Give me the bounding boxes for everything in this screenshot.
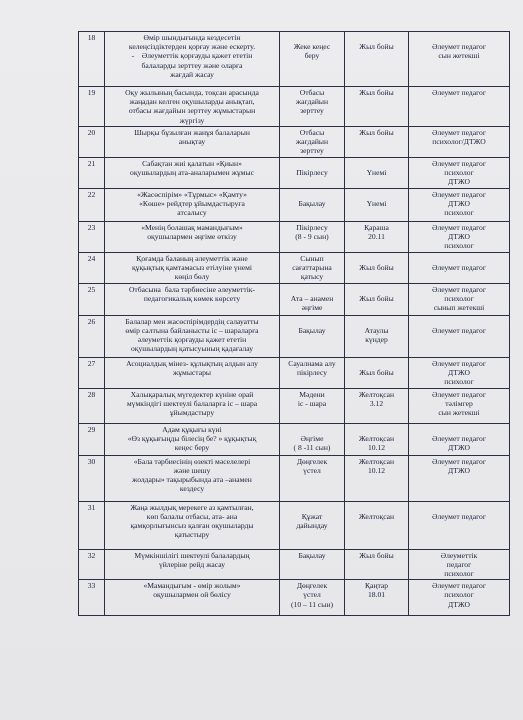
table-row xyxy=(79,580,510,616)
cell-time xyxy=(345,127,409,158)
cell-responsible-line: Әлеумет педагог xyxy=(432,159,486,168)
cell-form-line: Отбасы xyxy=(299,128,325,137)
cell-time xyxy=(345,580,409,616)
cell-time-line: 3.12 xyxy=(369,398,384,408)
cell-activity xyxy=(105,283,280,315)
table-row xyxy=(79,32,510,87)
cell-activity xyxy=(105,252,280,283)
cell-responsible-line: Әлеумет педагог xyxy=(432,358,486,368)
cell-activity-line: ұйымдастыру xyxy=(169,408,215,418)
cell-responsible-line: педагог xyxy=(446,559,472,569)
table-row xyxy=(79,423,510,455)
cell-responsible xyxy=(409,580,510,616)
cell-activity xyxy=(105,388,280,423)
cell-responsible-line xyxy=(411,317,507,326)
cell-activity-line: көп балалы отбасы, ата- ана xyxy=(146,511,238,521)
table-row xyxy=(79,127,510,158)
cell-time xyxy=(345,549,409,580)
cell-time-line: 18.01 xyxy=(367,590,386,600)
cell-responsible xyxy=(409,189,510,222)
cell-activity xyxy=(105,222,280,253)
cell-time-line: Желтоқсан xyxy=(358,456,395,466)
cell-form xyxy=(280,158,345,189)
cell-form-line: үстел xyxy=(303,465,321,475)
cell-responsible-line: психолог xyxy=(444,377,474,387)
cell-form-line: Бақылау xyxy=(298,550,326,560)
cell-time-line xyxy=(347,190,406,199)
cell-time-line xyxy=(347,285,406,294)
cell-time-line: Жыл бойы xyxy=(359,88,394,97)
cell-activity-line: Балалар мен жасөспірімдердің салауатты xyxy=(125,316,259,326)
table-row xyxy=(79,549,510,580)
cell-activity xyxy=(105,501,280,549)
cell-responsible-line: ДТЖО xyxy=(448,443,470,453)
cell-form-line xyxy=(282,503,342,512)
cell-form xyxy=(280,315,345,357)
cell-time-line: Жыл бойы xyxy=(359,550,394,560)
cell-activity xyxy=(105,158,280,189)
cell-form-line: Сынып xyxy=(300,253,324,263)
cell-number: 31 xyxy=(79,501,105,549)
cell-time-line: күндер xyxy=(365,335,388,345)
cell-form xyxy=(280,388,345,423)
cell-activity-line: Адам құқығы күні xyxy=(162,424,222,434)
cell-responsible xyxy=(409,357,510,388)
cell-activity-line: Жаңа жылдық мерекеге аз қамтылған, xyxy=(130,502,254,512)
cell-form-line: Сауалнама алу xyxy=(288,358,336,368)
cell-activity-line: Сабақтан жиі қалатын «Қиын» xyxy=(142,159,242,168)
cell-number: 19 xyxy=(79,87,105,127)
cell-time-line xyxy=(347,359,406,368)
table-row xyxy=(79,158,510,189)
cell-responsible-line: Әлеумет педагог xyxy=(432,42,486,52)
cell-form xyxy=(280,222,345,253)
cell-activity xyxy=(105,189,280,222)
cell-form-line: Ата – анамен xyxy=(290,293,334,303)
cell-form-line xyxy=(282,33,342,42)
cell-time xyxy=(345,501,409,549)
cell-responsible-line: Әлеумет педагог xyxy=(432,389,486,399)
cell-responsible-line: Әлеумет педагог xyxy=(432,581,486,591)
cell-responsible-line: психолог xyxy=(444,590,474,600)
cell-activity-line: балаларды зерттеу және оларға xyxy=(141,60,243,70)
cell-form-line: Бақылау xyxy=(298,199,326,209)
cell-time-line: Желтоқсан xyxy=(358,511,395,521)
table-row xyxy=(79,252,510,283)
table-row xyxy=(79,189,510,222)
cell-number: 28 xyxy=(79,388,105,423)
cell-activity-line: анықтау xyxy=(178,137,206,147)
cell-time-line: Атаулы xyxy=(364,325,389,335)
plan-table xyxy=(78,31,510,616)
cell-activity-line: құқықтық қамтамасыз етілуіне үнемі xyxy=(131,262,253,272)
cell-time-line xyxy=(347,159,406,168)
cell-responsible-line: психолог xyxy=(444,208,474,218)
cell-form-line: Бақылау xyxy=(298,325,326,335)
cell-form-line: Дөңгелек xyxy=(296,456,328,466)
table-body xyxy=(79,32,510,616)
cell-form-line: (8 - 9 сын) xyxy=(295,232,329,242)
cell-activity xyxy=(105,455,280,501)
cell-activity-line: «Жасөспірім» «Тұрмыс» «Қамту» xyxy=(137,190,247,199)
cell-activity-line: кездесу xyxy=(179,484,205,494)
cell-responsible xyxy=(409,32,510,87)
cell-number: 30 xyxy=(79,455,105,501)
cell-time-line: Жыл бойы xyxy=(359,262,394,272)
cell-activity-line: Қоғамда баланың әлеуметтік және xyxy=(136,253,248,263)
cell-responsible-line: Әлеумет педагог xyxy=(432,262,486,272)
cell-activity-line: оқушылармен әңгіме өткізу xyxy=(147,232,237,242)
cell-activity-line: отбасы жағдайын зерттеу жұмыстарын xyxy=(128,106,256,116)
cell-responsible-line: Әлеумет педагог xyxy=(432,284,486,294)
cell-activity-line: қамқорлығынсыз қалған оқушыларды xyxy=(130,521,254,531)
cell-number: 27 xyxy=(79,357,105,388)
cell-time-line xyxy=(347,503,406,512)
cell-responsible-line xyxy=(411,254,507,263)
cell-responsible xyxy=(409,252,510,283)
cell-responsible-line: Әлеумет педагог xyxy=(432,128,486,137)
cell-activity-line: Шырқы бұзылған жанұя балаларын xyxy=(134,128,250,137)
cell-activity-line: атсалысу xyxy=(177,208,207,218)
cell-time-line: Үнемі xyxy=(366,168,387,178)
cell-activity-line: оқушылардың қатысуының қадағалау xyxy=(130,344,253,354)
cell-number: 22 xyxy=(79,189,105,222)
cell-responsible-line: Әлеумет педагог xyxy=(432,223,486,232)
cell-time-line: Жыл бойы xyxy=(359,293,394,303)
cell-activity-line: Мүмкіншілігі шектеулі балалардың xyxy=(134,550,250,560)
cell-time-line: Желтоқсан xyxy=(358,389,395,399)
cell-number: 20 xyxy=(79,127,105,158)
cell-activity-line: Асоциалдық мінез- құлықтың алдын алу xyxy=(126,358,258,368)
cell-responsible-line: Әлеуметтік xyxy=(440,550,478,560)
cell-responsible-line: Әлеумет педагог xyxy=(432,456,486,466)
cell-form-line xyxy=(282,317,342,326)
cell-responsible-line: психолог xyxy=(444,241,474,251)
cell-responsible-line: сын жетекші xyxy=(438,408,480,418)
cell-activity-line: жүргізу xyxy=(179,115,205,125)
cell-form-line: Отбасы xyxy=(299,88,325,97)
cell-activity xyxy=(105,87,280,127)
cell-responsible-line: психолог xyxy=(444,569,474,579)
cell-responsible-line: сын жетекші xyxy=(438,51,480,61)
cell-activity xyxy=(105,549,280,580)
cell-responsible-line: психолог xyxy=(444,293,474,303)
cell-form-line: жағдайын xyxy=(295,97,329,107)
cell-responsible-line: ДТЖО xyxy=(448,177,470,187)
cell-form-line: ( 8 -11 сын) xyxy=(293,443,331,453)
table-row xyxy=(79,222,510,253)
cell-activity-line: қатыстыру xyxy=(174,530,210,540)
cell-responsible-line: сынып жетекші xyxy=(433,303,485,313)
cell-form-line: (10 – 11 сын) xyxy=(291,599,333,609)
cell-number: 33 xyxy=(79,580,105,616)
cell-activity-line: Оқу жылының басында, тоқсан арасында xyxy=(125,88,259,97)
cell-responsible-line xyxy=(411,33,507,42)
cell-activity-line: «Көше» рейдтер ұйымдастыруға xyxy=(139,199,245,209)
cell-responsible xyxy=(409,127,510,158)
cell-responsible xyxy=(409,501,510,549)
cell-activity-line: жолдары» тақырыбында ата –анамен xyxy=(132,475,252,485)
cell-activity-line: келеңсіздіктерден қорғау және ескерту. xyxy=(128,42,256,52)
cell-time-line: 20.11 xyxy=(368,232,385,242)
cell-activity-line: «Мамандығым - өмір жолым» xyxy=(143,581,241,591)
cell-time xyxy=(345,222,409,253)
cell-activity-line: «Өз құқығыңды білесің бе? » құқықтық xyxy=(127,433,257,443)
cell-activity xyxy=(105,32,280,87)
cell-number: 25 xyxy=(79,283,105,315)
cell-form-line: сағаттарына xyxy=(292,262,332,272)
cell-activity-line: Өмір шындығында кездесетін xyxy=(143,33,241,42)
cell-form xyxy=(280,455,345,501)
cell-time-line: Қараша xyxy=(364,223,389,232)
cell-responsible-line: ДТЖО xyxy=(448,599,470,609)
cell-activity-line: Халықаралық мүгедектер күніне орай xyxy=(130,389,254,399)
cell-form-line xyxy=(282,425,342,434)
cell-activity-line: үйлеріне рейд жасау xyxy=(158,559,226,569)
cell-form-line: Жеке кеңес xyxy=(293,42,331,52)
cell-time-line: Жыл бойы xyxy=(359,42,394,52)
cell-number: 21 xyxy=(79,158,105,189)
cell-form xyxy=(280,501,345,549)
cell-form-line: үстел xyxy=(303,590,321,600)
cell-responsible-line: ДТЖО xyxy=(448,232,470,242)
cell-form-line: пікірлесу xyxy=(296,367,328,377)
cell-responsible-line: тәлімгер xyxy=(445,398,473,408)
table-row xyxy=(79,357,510,388)
cell-form-line: Мәдени xyxy=(299,389,325,399)
cell-time xyxy=(345,388,409,423)
cell-responsible-line: Әлеумет педагог xyxy=(432,511,486,521)
cell-form-line: Дөңгелек xyxy=(296,581,328,591)
cell-form xyxy=(280,189,345,222)
cell-activity-line: және шешу xyxy=(173,465,211,475)
cell-time xyxy=(345,423,409,455)
table-row xyxy=(79,455,510,501)
cell-responsible xyxy=(409,549,510,580)
cell-time-line xyxy=(347,33,406,42)
cell-activity xyxy=(105,423,280,455)
cell-form xyxy=(280,423,345,455)
cell-time xyxy=(345,87,409,127)
cell-time-line: Қаңтар xyxy=(364,581,389,591)
cell-activity-line: «Менің болашақ мамандығым» xyxy=(141,223,243,232)
cell-form-line: қатысу xyxy=(300,272,324,282)
cell-activity xyxy=(105,357,280,388)
cell-form-line xyxy=(282,159,342,168)
cell-form xyxy=(280,580,345,616)
cell-activity xyxy=(105,127,280,158)
cell-form-line: Пікірлесу xyxy=(296,168,328,178)
cell-activity-line: мүмкіндігі шектеулі балаларға іс – шара xyxy=(126,398,258,408)
cell-form-line xyxy=(282,285,342,294)
cell-form-line: әңгіме xyxy=(301,303,323,313)
cell-form xyxy=(280,32,345,87)
cell-activity-line: өмір салтына байланысты іс – шараларға xyxy=(125,325,259,335)
cell-activity-line: «Бала тәрбиесінің өзекті мәселелері xyxy=(133,456,251,466)
cell-time xyxy=(345,357,409,388)
cell-responsible xyxy=(409,222,510,253)
cell-responsible-line: Әлеумет педагог xyxy=(432,88,486,97)
cell-form-line: жағдайын xyxy=(295,137,329,147)
cell-time-line: Жыл бойы xyxy=(359,128,394,137)
cell-responsible xyxy=(409,423,510,455)
cell-time xyxy=(345,189,409,222)
cell-responsible-line: психолог/ДТЖО xyxy=(432,137,486,147)
cell-time xyxy=(345,455,409,501)
cell-responsible-line: психолог xyxy=(444,168,474,178)
cell-form xyxy=(280,87,345,127)
cell-form-line: дайындау xyxy=(296,521,328,531)
table-row xyxy=(79,315,510,357)
cell-time xyxy=(345,32,409,87)
cell-activity-line: әлеуметтік қорғауды қажет ететін xyxy=(137,335,247,345)
cell-time-line xyxy=(347,254,406,263)
cell-activity-line: көңіл бөлу xyxy=(174,272,210,282)
cell-number: 26 xyxy=(79,315,105,357)
cell-responsible-line: Әлеумет педагог xyxy=(432,433,486,443)
cell-activity-line: жұмыстары xyxy=(172,367,211,377)
table-row xyxy=(79,283,510,315)
cell-form-line: Пікірлесу xyxy=(296,223,328,232)
cell-time-line: Жыл бойы xyxy=(359,367,394,377)
cell-responsible-line xyxy=(411,425,507,434)
cell-responsible xyxy=(409,283,510,315)
cell-activity-line: жаңадан келген оқушыларды анықтап, xyxy=(129,97,255,107)
cell-number: 32 xyxy=(79,549,105,580)
cell-activity xyxy=(105,315,280,357)
cell-time-line xyxy=(347,425,406,434)
cell-activity-line: - Әлеуметтік қорғауды қажет ететін xyxy=(131,51,253,61)
cell-activity-line: жағдай жасау xyxy=(170,69,214,79)
cell-responsible-line: Әлеумет педагог xyxy=(432,325,486,335)
cell-time xyxy=(345,252,409,283)
cell-form-line: Әңгіме xyxy=(300,433,324,443)
cell-activity-line: оқушылармен ой бөлісу xyxy=(153,590,231,600)
cell-time-line xyxy=(347,317,406,326)
cell-time-line: 10.12 xyxy=(367,443,386,453)
cell-time-line: Желтоқсан xyxy=(358,433,395,443)
cell-time-line: Үнемі xyxy=(366,199,387,209)
cell-form xyxy=(280,357,345,388)
cell-responsible-line: ДТЖО xyxy=(448,465,470,475)
cell-form-line: іс - шара xyxy=(297,398,327,408)
cell-activity-line: оқушылардың ата-аналарымен жұмыс xyxy=(130,168,254,178)
cell-responsible-line: ДТЖО xyxy=(448,367,470,377)
table-row xyxy=(79,388,510,423)
cell-time-line: 10.12 xyxy=(367,465,386,475)
cell-activity-line: педагогикалық көмек көрсету xyxy=(143,293,241,303)
cell-form-line: зерттеу xyxy=(300,146,324,156)
cell-form xyxy=(280,283,345,315)
cell-responsible-line xyxy=(411,503,507,512)
cell-form xyxy=(280,252,345,283)
cell-form-line: зерттеу xyxy=(300,106,324,116)
cell-responsible xyxy=(409,158,510,189)
cell-time xyxy=(345,283,409,315)
cell-responsible xyxy=(409,87,510,127)
cell-number: 24 xyxy=(79,252,105,283)
cell-form-line: беру xyxy=(304,51,320,61)
table-row xyxy=(79,87,510,127)
cell-number: 23 xyxy=(79,222,105,253)
cell-form-line xyxy=(282,190,342,199)
cell-responsible xyxy=(409,315,510,357)
cell-responsible xyxy=(409,455,510,501)
cell-form-line: Құжат xyxy=(301,511,323,521)
cell-time xyxy=(345,158,409,189)
cell-activity-line: Отбасына бала тәрбиесіне әлеуметтік- xyxy=(128,284,256,294)
table-row xyxy=(79,501,510,549)
cell-responsible-line: ДТЖО xyxy=(448,199,470,209)
cell-form xyxy=(280,127,345,158)
cell-number: 29 xyxy=(79,423,105,455)
cell-activity xyxy=(105,580,280,616)
cell-number: 18 xyxy=(79,32,105,87)
cell-form xyxy=(280,549,345,580)
cell-time xyxy=(345,315,409,357)
cell-responsible-line: Әлеумет педагог xyxy=(432,190,486,199)
cell-activity-line: кеңес беру xyxy=(174,443,210,453)
cell-responsible xyxy=(409,388,510,423)
